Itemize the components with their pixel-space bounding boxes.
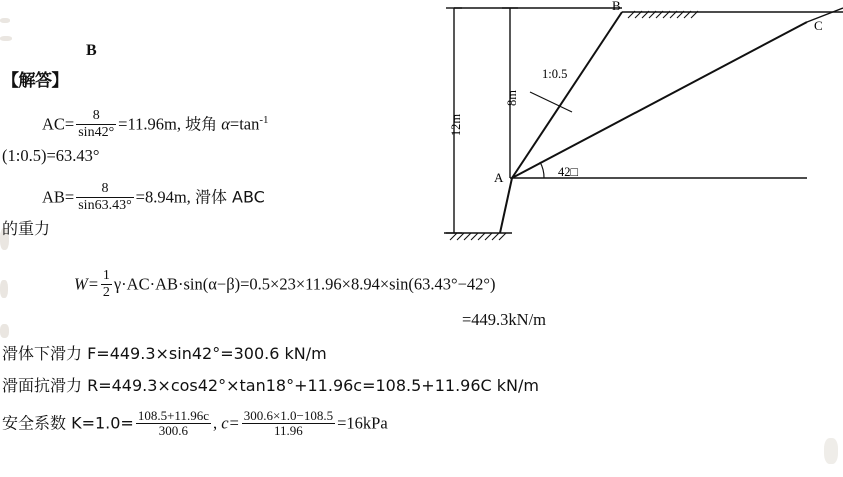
right-ground-line: [807, 8, 843, 22]
angle-arc: [540, 162, 544, 178]
half-fraction: [101, 269, 112, 300]
slope-ratio-leader: [530, 92, 572, 112]
line-gravity-label: 的重力: [2, 219, 51, 238]
option-letter: B: [86, 42, 97, 59]
slope-diagram-svg: [432, 0, 843, 250]
w-expression: γ·AC·AB·sin(α−β)=0.5×23×11.96×8.94×sin(63.43°−42°): [113, 274, 496, 294]
label-dim-12m: 12m: [449, 113, 463, 137]
k-fraction: [136, 409, 211, 438]
ac-label: AC=: [42, 114, 75, 134]
line-ac: [42, 110, 269, 141]
ab-numerator: 8: [76, 182, 133, 198]
w-label: W=: [74, 274, 99, 294]
scan-smudge: [824, 438, 838, 464]
slope-face-ab: [512, 12, 622, 178]
c-result: =16kPa: [337, 413, 388, 433]
slope-angle-text: 坡角: [185, 114, 218, 134]
slip-surface-ac: [512, 22, 807, 178]
label-point-c: C: [814, 18, 823, 33]
line-down-force: 滑体下滑力 F=449.3×sin42°=300.6 kN/m: [2, 344, 327, 363]
ac-numerator: 8: [76, 109, 116, 125]
toe-line: [500, 178, 512, 233]
ab-label: AB=: [42, 187, 75, 207]
base-ground-hatch: [450, 233, 506, 240]
slide-body-text: 滑体 ABC: [194, 187, 265, 207]
eq-tan: =tan: [229, 114, 260, 134]
ab-fraction: [76, 182, 133, 213]
line-weight-result: =449.3kN/m: [462, 310, 547, 329]
slope-diagram: [432, 0, 843, 250]
c-fraction: [242, 409, 335, 438]
label-angle: 42□: [558, 165, 579, 179]
label-point-b: B: [612, 0, 621, 13]
line-weight-formula: [74, 270, 496, 301]
half-denominator: 2: [102, 284, 110, 300]
c-denominator: 11.96: [274, 422, 303, 438]
comma: ,: [212, 413, 218, 433]
ac-fraction: [76, 109, 116, 140]
line-resist-force: 滑面抗滑力 R=449.3×cos42°×tan18°+11.96c=108.5+11.96C kN/m: [2, 376, 539, 395]
c-numerator: 300.6×1.0−108.5: [243, 408, 334, 423]
alpha-symbol: α: [221, 114, 230, 134]
k-numerator: 108.5+11.96c: [137, 408, 209, 423]
line-ab: [42, 183, 265, 214]
line-safety-factor: [2, 410, 388, 439]
label-point-a: A: [494, 170, 504, 185]
label-dim-8m: 8m: [505, 90, 519, 106]
ab-result: =8.94m,: [135, 187, 191, 207]
half-numerator: 1: [102, 268, 110, 283]
ab-denominator: sin63.43°: [78, 197, 132, 213]
k-denominator: 300.6: [158, 422, 189, 438]
ac-result: =11.96m,: [118, 114, 181, 134]
safety-label: 安全系数 K=1.0=: [2, 413, 134, 433]
ac-denominator: sin42°: [78, 124, 115, 140]
label-slope-ratio: 1:0.5: [542, 67, 568, 81]
line-ratio: (1:0.5)=63.43°: [2, 146, 100, 165]
tan-exponent: -1: [259, 113, 269, 126]
answer-heading: 【解答】: [2, 71, 68, 91]
c-label: c=: [221, 413, 240, 433]
